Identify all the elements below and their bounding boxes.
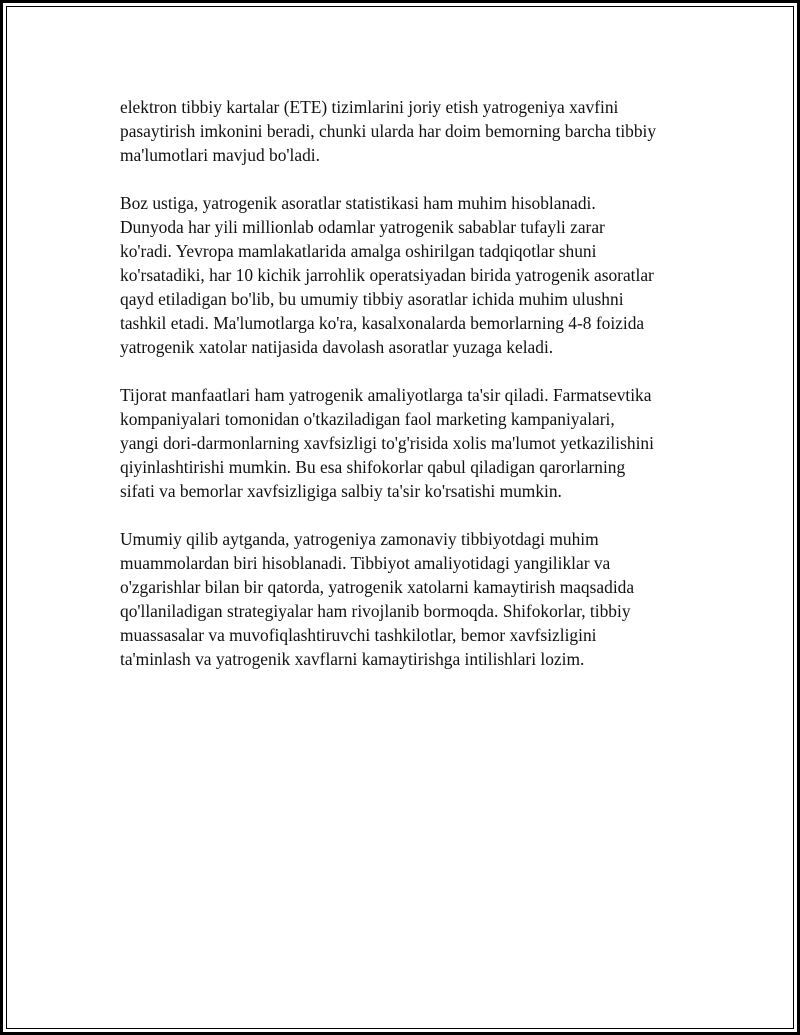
document-body xyxy=(120,95,700,695)
paragraph-iatrogenic-statistics: Boz ustiga, yatrogenik asoratlar statistikasi ham muhim hisoblanadi. Dunyoda har yili millionlab odamlar yatrogenik sabablar tufayli zarar ko'radi. Yevropa mamlakatlarida amalga oshirilgan tadqiqotlar shuni ko'rsatadiki, har 10 kichik jarrohlik operatsiyadan birida yatrogenik asoratlar qayd etiladigan bo'lib, bu umumiy tibbiy asoratlar ichida muhim ulushni tashkil etadi. Ma'lumotlarga ko'ra, kasalxonalarda bemorlarning 4-8 foizida yatrogenik xatolar natijasida davolash asoratlar yuzaga keladi. xyxy=(120,193,654,357)
paragraph-commercial-interests: Tijorat manfaatlari ham yatrogenik amaliyotlarga ta'sir qiladi. Farmatsevtika kompaniyalari tomonidan o'tkaziladigan faol marketing kampaniyalari, yangi dori-darmonlarning xavfsizligi to'g'risida xolis ma'lumot yetkazilishini qiyinlashtirishi mumkin. Bu esa shifokorlar qabul qiladigan qarorlarning sifati va bemorlar xavfsizligiga salbiy ta'sir ko'rsatishi mumkin. xyxy=(120,385,654,501)
paragraph-conclusion: Umumiy qilib aytganda, yatrogeniya zamonaviy tibbiyotdagi muhim muammolardan biri hisoblanadi. Tibbiyot amaliyotidagi yangiliklar va o'zgarishlar bilan bir qatorda, yatrogenik xatolarni kamaytirish maqsadida qo'llaniladigan strategiyalar ham rivojlanib bormoqda. Shifokorlar, tibbiy muassasalar va muvofiqlashtiruvchi tashkilotlar, bemor xavfsizligini ta'minlash va yatrogenik xavflarni kamaytirishga intilishlari lozim. xyxy=(120,529,635,669)
paragraph-ehr-systems: elektron tibbiy kartalar (ETE) tizimlarini joriy etish yatrogeniya xavfini pasaytirish imkonini beradi, chunki ularda har doim bemorning barcha tibbiy ma'lumotlari mavjud bo'ladi. xyxy=(120,97,657,165)
